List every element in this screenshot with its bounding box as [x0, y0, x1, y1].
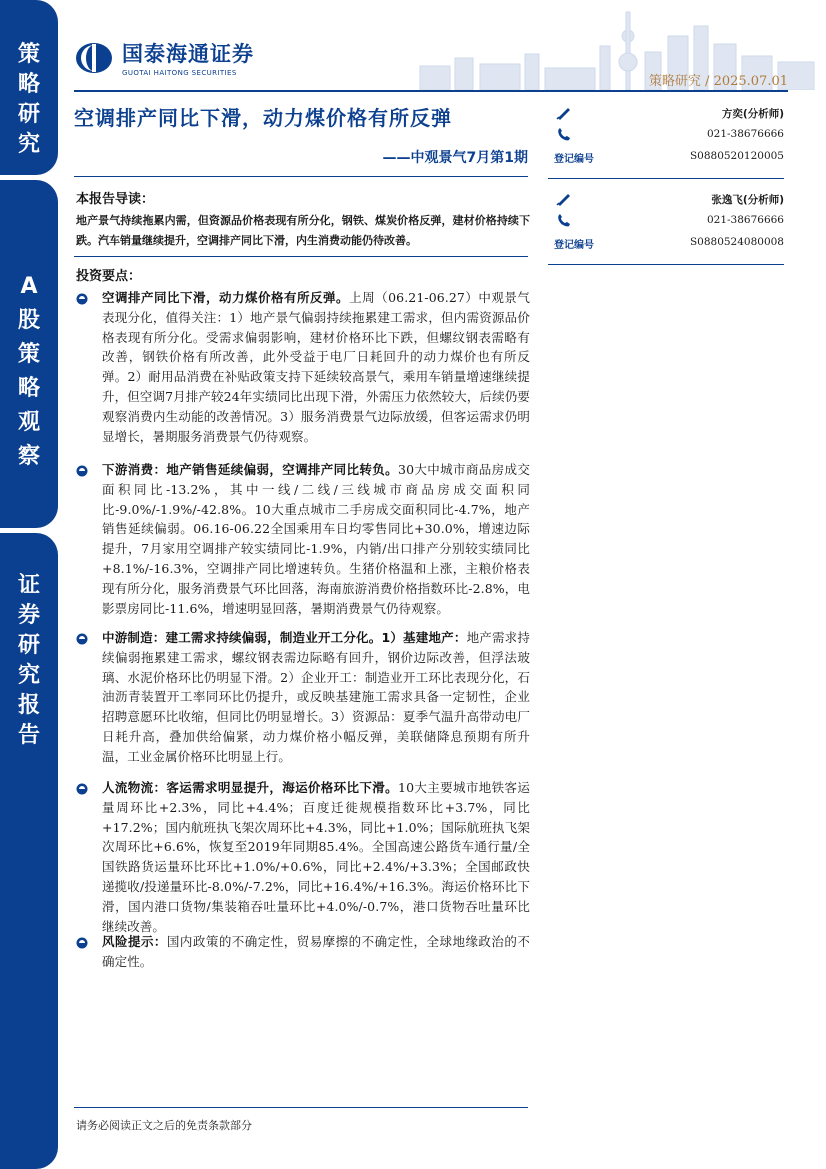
side-tab-a-share-strategy: [0, 180, 58, 528]
key-point-lead: 下游消费：地产销售延续偏弱，空调排产同比转负。: [102, 462, 399, 477]
title-divider: [74, 176, 528, 177]
key-point-lead: 人流物流：客运需求明显提升，海运价格环比下滑。: [102, 780, 399, 795]
key-point-body: 10大主要城市地铁客运量周环比+2.3%，同比+4.4%；百度迁徙规模指数环比+3.7%，同比+17.2%；国内航班执飞架次周环比+4.3%，同比+1.0%；国际航班执飞架次周环比+6.6%，恢复至2019年同期85.4%。全国高速公路货车通行量/全国铁路货运量环比环比+1.0%/+0.6%，同比+2.4%/+3.3%；全国邮政快递揽收/投递量环比-8.0%/-7.2%，同比+16.4%/+16.3%。海运价格环比下滑，国内港口货物/集装箱吞吐量环比+4.0%/-0.7%，港口货物吞吐量环比继续改善。: [102, 780, 530, 934]
side-tab-char: 证: [17, 573, 40, 598]
bullet-icon: [76, 293, 88, 305]
guide-divider: [74, 256, 528, 257]
pen-icon: [556, 192, 572, 206]
key-point-body: 地产需求持续偏弱拖累建工需求，螺纹钢表需边际略有回升，钢价边际改善，但浮法玻璃、水泥价格环比仍明显下滑。2）企业开工：制造业开工环比表现分化，石油沥青装置开工率同环比仍提升，或反映基建施工需求具备一定韧性，企业招聘意愿环比收缩，但同比仍明显增长。3）资源品：夏季气温升高带动电厂日耗升高，叠加供给偏紧，动力煤价格小幅反弹，美联储降息预期有所升温，工业金属价格环比明显上行。: [102, 630, 530, 764]
side-tab-strategy-research: [0, 0, 58, 175]
bullet-icon: [76, 633, 88, 645]
key-point-item: [76, 460, 530, 618]
side-tab-char: 究: [17, 132, 40, 157]
brand-logo: [74, 38, 254, 77]
key-point-body: 上周（06.21-06.27）中观景气表现分化，值得关注：1）地产景气偏弱持续拖累建工需求，但内需资源品价格表现有所分化。受需求偏弱影响，建材价格环比下跌，但螺纹钢表需略有改善，钢铁价格有所改善，此外受益于电厂日耗回升的动力煤价也有所反弹。2）耐用品消费在补贴政策支持下延续较高景气，乘用车销量增速继续提升，但空调7月排产较24年实绩同比出现下滑，外需压力依然较大，后续仍要观察消费内生动能的改善情况。3）服务消费景气边际放缓，但客运需求仍明显增长，暑期服务消费景气仍待观察。: [102, 290, 530, 444]
side-tab-char: 策: [17, 42, 40, 67]
side-tab-char: 略: [17, 72, 40, 97]
key-point-body: 国内政策的不确定性，贸易摩擦的不确定性，全球地缘政治的不确定性。: [102, 934, 530, 969]
brand-name-cn: 国泰海通证券: [122, 42, 254, 66]
key-point-item: [76, 932, 530, 972]
key-point-item: [76, 778, 530, 936]
report-category-date: 策略研究 / 2025.07.01: [648, 74, 788, 89]
pen-icon: [556, 106, 572, 120]
analyst-phone: 021-38676666: [706, 128, 784, 140]
key-point-lead: 中游制造：建工需求持续偏弱，制造业开工分化。1）基建地产：: [102, 630, 467, 645]
brand-name-en: GUOTAI HAITONG SECURITIES: [122, 69, 237, 77]
side-tab-char: 察: [17, 444, 40, 469]
analyst-divider: [548, 264, 784, 265]
side-tab-char: 略: [17, 376, 40, 401]
side-tab-char: 股: [17, 308, 40, 333]
bullet-icon: [76, 465, 88, 477]
disclaimer-footer: 请务必阅读正文之后的免责条款部分: [76, 1119, 252, 1132]
analyst-name: 方奕(分析师): [721, 108, 784, 120]
side-tab-char: 研: [17, 102, 40, 127]
key-point-body: 30大中城市商品房成交面积同比-13.2%，其中一线/二线/三线城市商品房成交面积同比-9.0%/-1.9%/-42.8%。10大重点城市二手房成交面积同比-4.7%，地产销售延续偏弱。06.16-06.22全国乘用车日均零售同比+30.0%，增速边际提升，7月家用空调排产较实绩同比-1.9%，内销/出口排产分别较实绩同比+8.1%/-16.3%，空调排产同比增速转负。生猪价格温和上涨，主粮价格表现有所分化，服务消费景气环比回落，海南旅游消费价格指数环比-2.8%，电影票房同比-11.6%，增速明显回落，暑期消费景气仍待观察。: [102, 462, 530, 616]
page-title: 空调排产同比下滑，动力煤价格有所反弹: [74, 106, 452, 130]
key-point-item: [76, 628, 530, 767]
side-tab-securities-report: [0, 533, 58, 1169]
analyst-phone: 021-38676666: [706, 214, 784, 226]
key-point-lead: 空调排产同比下滑，动力煤价格有所反弹。: [102, 290, 350, 305]
guide-label: 本报告导读：: [76, 192, 155, 207]
side-tab-char: 告: [17, 723, 40, 748]
analyst-panel: [548, 104, 784, 264]
bullet-icon: [76, 783, 88, 795]
side-tab-char: 究: [17, 663, 40, 688]
brand-logo-icon: [74, 41, 114, 75]
analyst-name: 张逸飞(分析师): [711, 194, 784, 206]
points-label: 投资要点：: [76, 269, 142, 284]
side-tab-char: A: [20, 274, 38, 299]
bullet-icon: [76, 937, 88, 949]
phone-icon: [556, 214, 572, 228]
key-point-item: [76, 288, 530, 446]
side-tab-char: 策: [17, 342, 40, 367]
analyst-reg-no: S0880520120005: [689, 150, 784, 162]
side-tab-char: 研: [17, 633, 40, 658]
key-point-lead: 风险提示：: [102, 934, 167, 949]
phone-icon: [556, 128, 572, 142]
side-tab-char: 券: [17, 603, 40, 628]
analyst-reg-label: 登记编号: [554, 154, 594, 165]
side-tab-char: 观: [17, 410, 40, 435]
header-divider: [74, 90, 788, 92]
analyst-reg-label: 登记编号: [554, 240, 594, 251]
analyst-reg-no: S0880524080008: [689, 236, 784, 248]
footer-divider: [74, 1107, 528, 1108]
guide-text: 地产景气持续拖累内需，但资源品价格表现有所分化，钢铁、煤炭价格反弹，建材价格持续下跌。汽车销量继续提升，空调排产同比下滑，内生消费动能仍待改善。: [76, 214, 530, 247]
page-subtitle: ——中观景气7月第1期: [382, 150, 528, 166]
analyst-divider: [548, 178, 784, 179]
side-tab-char: 报: [17, 693, 40, 718]
